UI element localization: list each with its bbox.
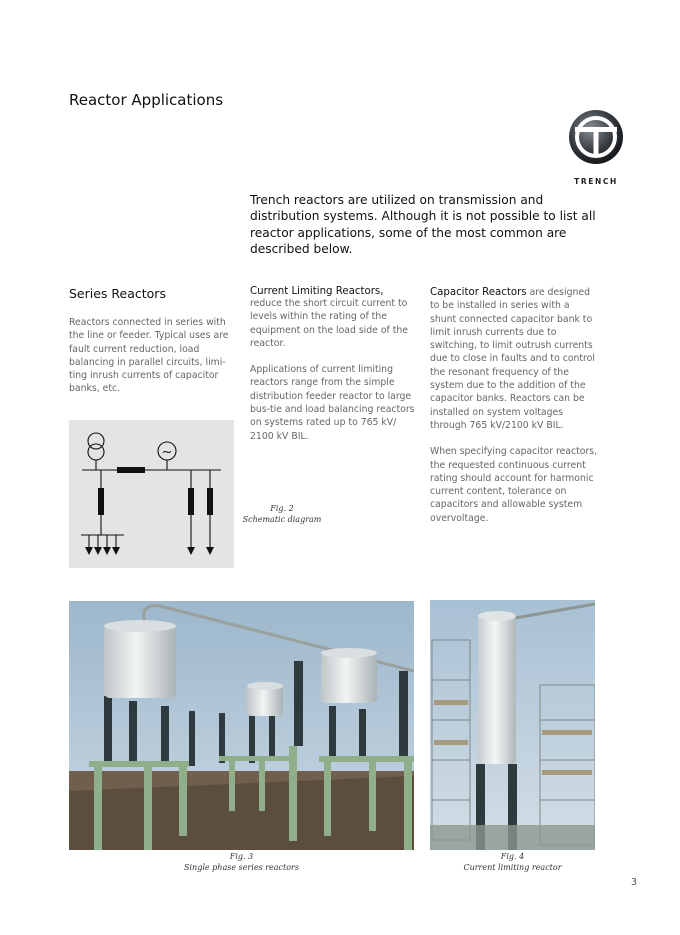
fig4-caption <box>430 851 595 873</box>
fig3-text: Single phase series reactors <box>184 863 299 872</box>
series-reactors-body: Reactors connected in series with the line or feeder. Typical uses are fault current reduction, load balancing in parallel circuits, limi-ting inrush currents of capacitor banks, etc. <box>69 317 229 395</box>
current-limiting-p1: reduce the short circuit current to levels within the rating of the equipment on the load side of the reactor. <box>250 298 409 349</box>
fig3-caption <box>69 851 414 873</box>
schematic-diagram <box>69 420 234 568</box>
line-reactor-2 <box>207 488 213 515</box>
page-title: Reactor Applications <box>69 91 224 109</box>
capacitor-reactors-column <box>430 286 598 525</box>
fig4-number: Fig. 4 <box>500 852 525 861</box>
trench-logo <box>566 107 626 186</box>
fig2-caption <box>232 503 332 525</box>
current-limiting-heading: Current Limiting Reactors, <box>250 286 384 297</box>
generator-symbol: ~ <box>161 445 173 460</box>
series-reactors-photo <box>69 601 414 850</box>
current-limiting-p2: Applications of current limiting reactors range from the simple distribution feeder reactor to large bus-tie and load balancing reactors on systems rated up to 765 kV/ 2100 kV BIL. <box>250 364 415 442</box>
page-number: 3 <box>631 877 638 888</box>
fig2-number: Fig. 2 <box>270 504 294 513</box>
feeder-reactor <box>98 488 104 515</box>
load-arrow <box>103 547 111 555</box>
line-reactor-1 <box>188 488 194 515</box>
capacitor-reactors-heading: Capacitor Reactors <box>430 287 527 298</box>
capacitor-reactors-p2: When specifying capacitor reactors, the requested continuous current rating should account for harmonic current content, tolerance on capacitors and allowable system overvoltage. <box>430 446 598 524</box>
series-reactor-bus <box>117 467 145 473</box>
transformer-winding-bottom <box>88 444 104 460</box>
line-arrow <box>206 547 214 555</box>
series-reactors-heading: Series Reactors <box>69 286 166 301</box>
fig3-number: Fig. 3 <box>229 852 254 861</box>
current-limiting-reactor-photo <box>430 600 595 850</box>
line-arrow <box>187 547 195 555</box>
load-arrow <box>112 547 120 555</box>
fig2-text: Schematic diagram <box>242 515 322 524</box>
trench-logo-icon <box>566 107 626 167</box>
fig4-text: Current limiting reactor <box>463 863 562 872</box>
load-arrow <box>85 547 93 555</box>
current-limiting-column <box>250 286 420 443</box>
capacitor-reactors-p1: are designed to be installed in series with a shunt connected capacitor bank to limit inrush currents due to switching, to limit outrush currents due to close in faults and to control the resonant frequency of the system due to the addition of the capacitor banks. Reactors can be installed on system voltages through 765 kV/2100 kV BIL. <box>430 287 595 431</box>
logo-text: TRENCH <box>574 177 618 186</box>
intro-paragraph: Trench reactors are utilized on transmission and distribution systems. Although it is not possible to list all reactor applications, some of the most common are described below. <box>250 193 596 256</box>
load-arrow <box>94 547 102 555</box>
